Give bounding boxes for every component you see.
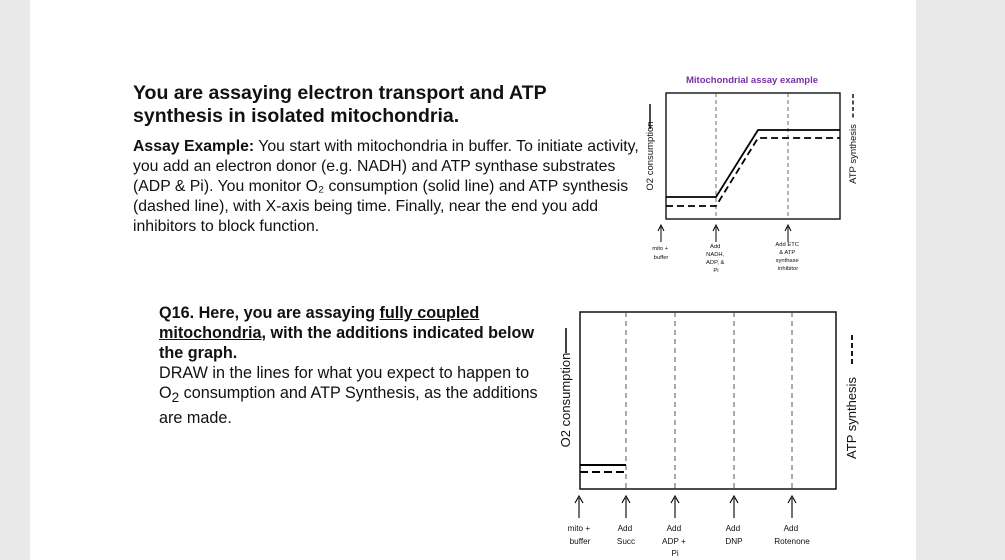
example-arrows bbox=[658, 225, 791, 242]
intro-label: Assay Example: bbox=[133, 138, 255, 155]
q16-chart bbox=[500, 300, 860, 560]
subscript: 2 bbox=[171, 390, 180, 406]
q16-y-right-label: ATP synthesis bbox=[844, 377, 859, 459]
example-chart-frame bbox=[666, 93, 840, 219]
page-heading: You are assaying electron transport and ATP synthesis in isolated mitochondria. bbox=[133, 82, 547, 127]
question-title bbox=[159, 303, 539, 363]
q16-chart-frame bbox=[580, 312, 836, 489]
example-atp-line bbox=[666, 138, 840, 206]
example-addition-label: Add NADH, ADP, & Pi bbox=[706, 244, 725, 274]
q16-addition-label: Add Succ bbox=[616, 524, 636, 546]
intro-text: You start with mitochondria in buffer. To initiate activity, you add an electron donor (e.g. NADH) and ATP synthase substrates (ADP & Pi). You monitor O₂ consumption (solid line) and ATP synthesis (dashed line), with X-axis being time. Finally, near the end you add inhibitors to block function. bbox=[133, 138, 639, 235]
question-underlined: fully coupled mitochondria bbox=[159, 304, 480, 342]
document-page bbox=[30, 0, 916, 560]
q16-addition-label: Add Rotenone bbox=[774, 524, 810, 546]
example-chart-title: Mitochondrial assay example bbox=[686, 75, 818, 86]
intro-paragraph bbox=[133, 137, 643, 237]
example-y-left-label: O2 consumption bbox=[645, 121, 656, 191]
example-addition-label: Add ETC & ATP synthase inhibitor bbox=[775, 242, 799, 272]
question-block bbox=[159, 303, 539, 428]
example-y-right-label: ATP synthesis bbox=[848, 124, 859, 184]
q16-y-left-label: O2 consumption bbox=[558, 352, 573, 448]
q16-arrows bbox=[575, 496, 796, 518]
example-addition-label: mito + buffer bbox=[652, 246, 669, 261]
example-chart bbox=[620, 66, 880, 286]
example-o2-line bbox=[666, 130, 840, 197]
q16-addition-label: Add ADP + Pi bbox=[661, 524, 686, 558]
question-text-after: , with the additions indicated below the graph. bbox=[159, 324, 535, 362]
question-instruction: DRAW in the lines for what you expect to happen to $O_2$ consumption and ATP Synthesis, as the additions are made. bbox=[159, 364, 538, 428]
q16-addition-label: Add DNP bbox=[725, 524, 743, 546]
question-text-before: Here, you are assaying bbox=[194, 304, 380, 322]
question-number: Q16. bbox=[159, 304, 195, 322]
q16-addition-label: mito + buffer bbox=[567, 524, 591, 546]
